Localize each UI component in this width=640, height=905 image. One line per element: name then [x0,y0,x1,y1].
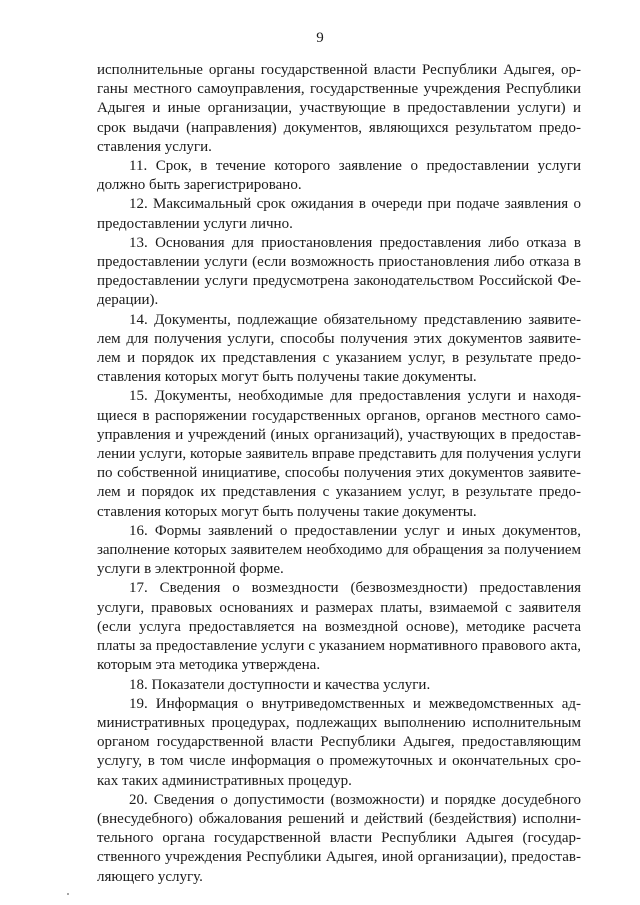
paragraph [97,195,581,233]
paragraph [97,311,581,388]
text-line: лении услуги, которые заявитель вправе представить для получения услуги [97,446,581,463]
text-line: по собственной инициативе, способы получения этих документов заявите- [97,465,581,482]
text-line: ганы местного самоуправления, государственные учреждения Республики [97,81,581,98]
text-line: ставления которых могут быть получены такие документы. [97,369,477,386]
paragraph [97,234,581,311]
text-line: ляющего услугу. [97,868,203,885]
paragraph [97,579,581,675]
text-line: (если услуга предоставляется на возмездной основе), методике расчета [97,618,581,635]
text-line: 19. Информация о внутриведомственных и межведомственных ад- [129,695,581,712]
text-line: услугу, в том числе информация о промежуточных и окончательных сро- [97,753,581,770]
text-line: предоставлении услуги лично. [97,215,293,232]
paragraph [97,676,581,695]
text-line: управления и учреждений (иных организаций), участвующих в предостав- [97,426,581,443]
text-line: дерации). [97,292,159,309]
text-line: лем и порядок их представления с указанием услуг, в результате предо- [97,350,581,367]
paragraph [97,695,581,791]
text-line: 13. Основания для приостановления предоставления либо отказа в [129,234,581,251]
text-line: исполнительные органы государственной власти Республики Адыгея, ор- [97,62,581,78]
text-line: (внесудебного) обжалования решений и действий (бездействия) исполни- [97,810,581,827]
paragraph [97,61,581,157]
text-line: платы за предоставление услуги с указанием нормативного правового акта, [97,638,581,655]
text-line: 15. Документы, необходимые для предоставления услуги и находя- [129,388,581,405]
text-line: 20. Сведения о допустимости (возможности) и порядке досудебного [129,791,581,808]
text-line: Адыгея и иные организации, участвующие в предоставлении услуги) и [97,100,581,117]
page-number: 9 [316,30,324,46]
paragraph [97,157,581,195]
text-line: 12. Максимальный срок ожидания в очереди при подаче заявления о [129,196,581,213]
paragraph [97,522,581,580]
text-line: услуги в электронной форме. [97,561,284,578]
text-line: которым эта методика утверждена. [97,657,321,674]
text-line: предоставлении услуги (если возможность приостановления либо отказа в [97,254,581,271]
text-line: лем и порядок их представления с указанием услуг, в результате предо- [97,484,581,501]
text-line: 17. Сведения о возмездности (безвозмездности) предоставления [129,580,581,597]
text-line: ственного учреждения Республики Адыгея, иной организации), предостав- [97,849,581,866]
paragraph [97,387,581,521]
text-line: 18. Показатели доступности и качества услуги. [129,676,431,693]
paragraph [97,791,581,887]
text-line: услуги, правовых основаниях и размерах платы, взимаемой с заявителя [97,599,581,616]
scan-speck [67,893,69,895]
text-line: срок выдачи (направления) документов, являющихся результатом предо- [97,119,581,136]
text-line: ках таких административных процедур. [97,772,352,789]
text-line: лем для получения услуги, способы получения этих документов заявите- [97,330,581,347]
text-line: щиеся в распоряжении государственных органов, органов местного само- [97,407,581,424]
document-body [97,61,581,887]
text-line: министративных процедурах, подлежащих выполнению исполнительным [97,714,581,731]
text-line: ставления услуги. [97,138,212,155]
text-line: ставления которых могут быть получены такие документы. [97,503,477,520]
text-line: тельного органа государственной власти Республики Адыгея (государ- [97,830,581,847]
text-line: 14. Документы, подлежащие обязательному представлению заявите- [129,311,581,328]
text-line: должно быть зарегистрировано. [97,177,302,194]
text-line: предоставлении услуги предусмотрена законодательством Российской Фе- [97,273,581,290]
text-line: 11. Срок, в течение которого заявление о предоставлении услуги [129,158,581,175]
text-line: органом государственной власти Республики Адыгея, предоставляющим [97,734,581,751]
text-line: заполнение которых заявителем необходимо для обращения за получением [97,542,581,559]
text-line: 16. Формы заявлений о предоставлении услуг и иных документов, [129,522,581,539]
